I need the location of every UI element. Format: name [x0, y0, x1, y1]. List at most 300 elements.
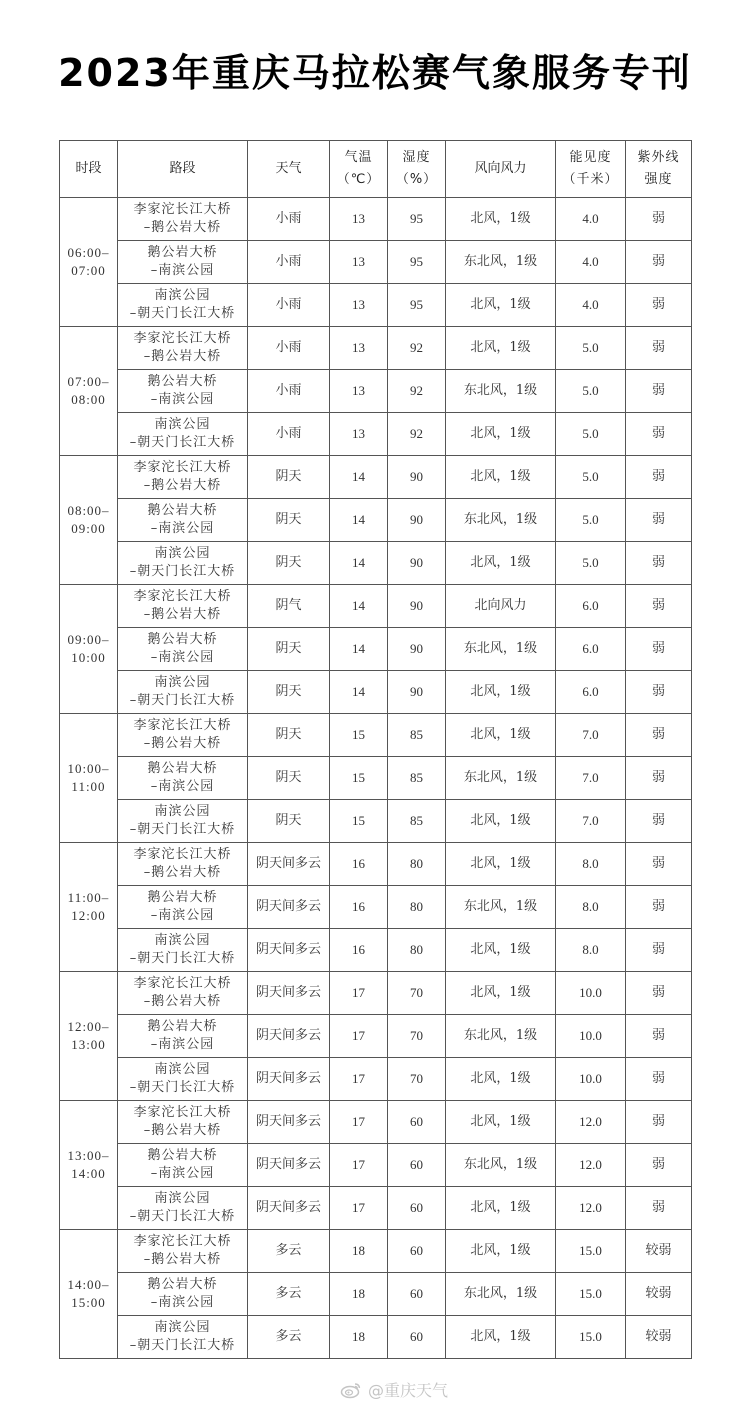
weather-cell: 多云 — [248, 1273, 330, 1316]
humidity-cell: 60 — [388, 1230, 446, 1273]
wind-cell: 东北风，1级 — [446, 1144, 556, 1187]
visibility-cell: 12.0 — [556, 1144, 626, 1187]
period-end: 13:00 — [71, 1037, 106, 1052]
table-row — [60, 1230, 692, 1273]
weibo-icon — [340, 1381, 362, 1399]
segment-line1: 南滨公园 — [154, 675, 211, 690]
humidity-cell: 85 — [388, 714, 446, 757]
uv-cell: 弱 — [626, 1015, 692, 1058]
segment-cell — [118, 327, 248, 370]
watermark-text: @重庆天气 — [368, 1381, 449, 1400]
weather-cell: 阴天间多云 — [248, 1101, 330, 1144]
visibility-cell: 8.0 — [556, 843, 626, 886]
period-cell — [60, 585, 118, 714]
segment-line2: –南滨公园 — [150, 521, 215, 536]
weather-cell: 小雨 — [248, 370, 330, 413]
visibility-cell: 8.0 — [556, 929, 626, 972]
wind-cell: 东北风，1级 — [446, 628, 556, 671]
segment-line2: –鹅公岩大桥 — [143, 607, 222, 622]
visibility-cell: 10.0 — [556, 1015, 626, 1058]
segment-line2: –朝天门长江大桥 — [129, 1338, 236, 1353]
segment-line2: –朝天门长江大桥 — [129, 951, 236, 966]
weather-cell: 阴天间多云 — [248, 843, 330, 886]
humidity-cell: 92 — [388, 413, 446, 456]
visibility-cell: 5.0 — [556, 542, 626, 585]
segment-line2: –朝天门长江大桥 — [129, 435, 236, 450]
period-cell — [60, 714, 118, 843]
wind-cell: 东北风，1级 — [446, 499, 556, 542]
wind-cell: 东北风，1级 — [446, 757, 556, 800]
uv-cell: 弱 — [626, 284, 692, 327]
wind-cell: 东北风，1级 — [446, 1273, 556, 1316]
uv-cell: 弱 — [626, 714, 692, 757]
uv-cell: 弱 — [626, 198, 692, 241]
period-start: 11:00– — [67, 890, 110, 905]
weather-cell: 阴天 — [248, 628, 330, 671]
period-cell — [60, 972, 118, 1101]
segment-line1: 鹅公岩大桥 — [147, 632, 218, 647]
segment-cell — [118, 628, 248, 671]
segment-line2: –鹅公岩大桥 — [143, 994, 222, 1009]
weather-cell: 阴天 — [248, 671, 330, 714]
segment-cell — [118, 757, 248, 800]
period-start: 06:00– — [67, 245, 110, 260]
segment-cell — [118, 843, 248, 886]
temperature-cell: 13 — [330, 241, 388, 284]
temperature-cell: 17 — [330, 1058, 388, 1101]
wind-cell: 北风，1级 — [446, 671, 556, 714]
temperature-cell: 13 — [330, 198, 388, 241]
segment-cell — [118, 198, 248, 241]
wind-cell: 北风，1级 — [446, 800, 556, 843]
table-row — [60, 456, 692, 499]
table-row — [60, 843, 692, 886]
weather-cell: 多云 — [248, 1316, 330, 1359]
wind-cell: 北风，1级 — [446, 843, 556, 886]
uv-cell: 弱 — [626, 499, 692, 542]
segment-line2: –鹅公岩大桥 — [143, 1252, 222, 1267]
table-row — [60, 1316, 692, 1359]
segment-line2: –南滨公园 — [150, 908, 215, 923]
wind-cell: 北风，1级 — [446, 972, 556, 1015]
wind-cell: 东北风，1级 — [446, 886, 556, 929]
temperature-cell: 17 — [330, 1187, 388, 1230]
table-row — [60, 1273, 692, 1316]
temperature-cell: 14 — [330, 671, 388, 714]
period-start: 09:00– — [67, 632, 110, 647]
segment-cell — [118, 1316, 248, 1359]
temperature-cell: 16 — [330, 886, 388, 929]
wind-cell: 东北风，1级 — [446, 1015, 556, 1058]
period-cell — [60, 1101, 118, 1230]
table-row — [60, 413, 692, 456]
temperature-cell: 14 — [330, 499, 388, 542]
weather-cell: 小雨 — [248, 198, 330, 241]
uv-cell: 弱 — [626, 1144, 692, 1187]
visibility-cell: 6.0 — [556, 628, 626, 671]
visibility-cell: 5.0 — [556, 456, 626, 499]
period-cell — [60, 456, 118, 585]
table-row — [60, 1058, 692, 1101]
segment-line1: 李家沱长江大桥 — [133, 202, 232, 217]
table-row — [60, 241, 692, 284]
table-row — [60, 585, 692, 628]
uv-cell: 弱 — [626, 800, 692, 843]
segment-line2: –朝天门长江大桥 — [129, 1209, 236, 1224]
segment-line2: –鹅公岩大桥 — [143, 1123, 222, 1138]
weather-cell: 阴天 — [248, 542, 330, 585]
segment-cell — [118, 886, 248, 929]
period-cell — [60, 1230, 118, 1359]
uv-cell: 弱 — [626, 370, 692, 413]
uv-cell: 弱 — [626, 671, 692, 714]
table-row — [60, 671, 692, 714]
humidity-cell: 95 — [388, 241, 446, 284]
period-start: 12:00– — [67, 1019, 110, 1034]
segment-line1: 鹅公岩大桥 — [147, 890, 218, 905]
segment-line2: –南滨公园 — [150, 650, 215, 665]
header-weather: 天气 — [248, 141, 330, 198]
uv-cell: 弱 — [626, 886, 692, 929]
temperature-cell: 13 — [330, 284, 388, 327]
table-row — [60, 198, 692, 241]
weather-cell: 阴天 — [248, 757, 330, 800]
humidity-cell: 80 — [388, 843, 446, 886]
humidity-cell: 90 — [388, 542, 446, 585]
weather-cell: 阴天间多云 — [248, 1144, 330, 1187]
uv-cell: 弱 — [626, 413, 692, 456]
temperature-cell: 18 — [330, 1230, 388, 1273]
segment-line2: –鹅公岩大桥 — [143, 220, 222, 235]
visibility-cell: 5.0 — [556, 499, 626, 542]
period-end: 08:00 — [71, 392, 106, 407]
weather-cell: 阴天间多云 — [248, 1187, 330, 1230]
weibo-watermark — [340, 1378, 448, 1401]
wind-cell: 北风，1级 — [446, 1187, 556, 1230]
wind-cell: 北风，1级 — [446, 714, 556, 757]
uv-cell: 弱 — [626, 241, 692, 284]
table-row — [60, 929, 692, 972]
humidity-cell: 80 — [388, 886, 446, 929]
period-cell — [60, 843, 118, 972]
period-end: 07:00 — [71, 263, 106, 278]
table-row — [60, 757, 692, 800]
table-row — [60, 327, 692, 370]
weather-cell: 阴天 — [248, 499, 330, 542]
visibility-cell: 7.0 — [556, 800, 626, 843]
segment-line2: –南滨公园 — [150, 779, 215, 794]
segment-cell — [118, 1144, 248, 1187]
segment-cell — [118, 284, 248, 327]
weather-cell: 阴天间多云 — [248, 886, 330, 929]
segment-cell — [118, 1230, 248, 1273]
weather-cell: 阴天间多云 — [248, 972, 330, 1015]
header-segment: 路段 — [118, 141, 248, 198]
wind-cell: 北风，1级 — [446, 1058, 556, 1101]
weather-cell: 小雨 — [248, 327, 330, 370]
humidity-cell: 85 — [388, 757, 446, 800]
table-header — [60, 141, 692, 198]
visibility-cell: 4.0 — [556, 198, 626, 241]
segment-line2: –南滨公园 — [150, 392, 215, 407]
segment-line1: 鹅公岩大桥 — [147, 374, 218, 389]
period-end: 14:00 — [71, 1166, 106, 1181]
segment-line1: 南滨公园 — [154, 804, 211, 819]
uv-cell: 弱 — [626, 585, 692, 628]
humidity-cell: 90 — [388, 456, 446, 499]
segment-cell — [118, 585, 248, 628]
segment-line2: –鹅公岩大桥 — [143, 349, 222, 364]
period-start: 07:00– — [67, 374, 110, 389]
segment-line2: –朝天门长江大桥 — [129, 564, 236, 579]
temperature-cell: 15 — [330, 714, 388, 757]
segment-line1: 南滨公园 — [154, 1062, 211, 1077]
humidity-cell: 60 — [388, 1101, 446, 1144]
segment-line1: 鹅公岩大桥 — [147, 1148, 218, 1163]
visibility-cell: 5.0 — [556, 413, 626, 456]
segment-line1: 南滨公园 — [154, 1320, 211, 1335]
segment-line1: 李家沱长江大桥 — [133, 847, 232, 862]
humidity-cell: 70 — [388, 1015, 446, 1058]
period-cell — [60, 327, 118, 456]
temperature-cell: 17 — [330, 972, 388, 1015]
segment-line1: 李家沱长江大桥 — [133, 589, 232, 604]
temperature-cell: 16 — [330, 929, 388, 972]
weather-cell: 阴天 — [248, 714, 330, 757]
uv-cell: 弱 — [626, 1101, 692, 1144]
visibility-cell: 12.0 — [556, 1187, 626, 1230]
table-row — [60, 886, 692, 929]
humidity-cell: 90 — [388, 585, 446, 628]
uv-cell: 弱 — [626, 929, 692, 972]
header-visibility: 能见度 （千米） — [556, 141, 626, 198]
header-uv: 紫外线 强度 — [626, 141, 692, 198]
table-body — [60, 198, 692, 1359]
segment-line1: 南滨公园 — [154, 546, 211, 561]
visibility-cell: 10.0 — [556, 972, 626, 1015]
table-row — [60, 1187, 692, 1230]
segment-line2: –鹅公岩大桥 — [143, 865, 222, 880]
temperature-cell: 14 — [330, 628, 388, 671]
segment-cell — [118, 972, 248, 1015]
uv-cell: 较弱 — [626, 1273, 692, 1316]
segment-line2: –南滨公园 — [150, 263, 215, 278]
temperature-cell: 17 — [330, 1015, 388, 1058]
segment-line2: –朝天门长江大桥 — [129, 693, 236, 708]
weather-cell: 多云 — [248, 1230, 330, 1273]
segment-line1: 李家沱长江大桥 — [133, 331, 232, 346]
segment-cell — [118, 241, 248, 284]
visibility-cell: 12.0 — [556, 1101, 626, 1144]
uv-cell: 较弱 — [626, 1230, 692, 1273]
visibility-cell: 6.0 — [556, 671, 626, 714]
segment-line2: –南滨公园 — [150, 1295, 215, 1310]
wind-cell: 北风，1级 — [446, 542, 556, 585]
segment-line1: 南滨公园 — [154, 933, 211, 948]
segment-line1: 鹅公岩大桥 — [147, 1019, 218, 1034]
segment-line2: –朝天门长江大桥 — [129, 306, 236, 321]
visibility-cell: 4.0 — [556, 241, 626, 284]
segment-line2: –鹅公岩大桥 — [143, 478, 222, 493]
segment-line1: 南滨公园 — [154, 1191, 211, 1206]
humidity-cell: 60 — [388, 1273, 446, 1316]
weather-cell: 阴天间多云 — [248, 1015, 330, 1058]
table-row — [60, 1144, 692, 1187]
visibility-cell: 4.0 — [556, 284, 626, 327]
period-start: 08:00– — [67, 503, 110, 518]
period-end: 12:00 — [71, 908, 106, 923]
visibility-cell: 7.0 — [556, 714, 626, 757]
wind-cell: 北向风力 — [446, 585, 556, 628]
segment-cell — [118, 1058, 248, 1101]
segment-cell — [118, 499, 248, 542]
table-row — [60, 1015, 692, 1058]
segment-line1: 李家沱长江大桥 — [133, 460, 232, 475]
wind-cell: 北风，1级 — [446, 1101, 556, 1144]
humidity-cell: 70 — [388, 972, 446, 1015]
segment-cell — [118, 1187, 248, 1230]
segment-line1: 南滨公园 — [154, 417, 211, 432]
humidity-cell: 90 — [388, 671, 446, 714]
segment-line1: 鹅公岩大桥 — [147, 761, 218, 776]
table-row — [60, 714, 692, 757]
uv-cell: 弱 — [626, 972, 692, 1015]
wind-cell: 北风，1级 — [446, 929, 556, 972]
temperature-cell: 13 — [330, 327, 388, 370]
weather-cell: 小雨 — [248, 413, 330, 456]
humidity-cell: 60 — [388, 1144, 446, 1187]
uv-cell: 弱 — [626, 456, 692, 499]
table-row — [60, 628, 692, 671]
visibility-cell: 5.0 — [556, 327, 626, 370]
wind-cell: 东北风，1级 — [446, 370, 556, 413]
segment-line2: –朝天门长江大桥 — [129, 822, 236, 837]
period-end: 09:00 — [71, 521, 106, 536]
uv-cell: 弱 — [626, 542, 692, 585]
wind-cell: 北风，1级 — [446, 1230, 556, 1273]
visibility-cell: 5.0 — [556, 370, 626, 413]
humidity-cell: 60 — [388, 1316, 446, 1359]
temperature-cell: 13 — [330, 413, 388, 456]
uv-cell: 较弱 — [626, 1316, 692, 1359]
temperature-cell: 17 — [330, 1101, 388, 1144]
visibility-cell: 15.0 — [556, 1230, 626, 1273]
uv-cell: 弱 — [626, 1058, 692, 1101]
humidity-cell: 95 — [388, 198, 446, 241]
humidity-cell: 92 — [388, 370, 446, 413]
humidity-cell: 60 — [388, 1187, 446, 1230]
segment-line1: 李家沱长江大桥 — [133, 976, 232, 991]
table-row — [60, 972, 692, 1015]
segment-cell — [118, 1273, 248, 1316]
uv-cell: 弱 — [626, 1187, 692, 1230]
segment-line2: –南滨公园 — [150, 1166, 215, 1181]
table-row — [60, 800, 692, 843]
visibility-cell: 10.0 — [556, 1058, 626, 1101]
weather-cell: 小雨 — [248, 241, 330, 284]
segment-cell — [118, 1101, 248, 1144]
uv-cell: 弱 — [626, 628, 692, 671]
segment-cell — [118, 929, 248, 972]
humidity-cell: 95 — [388, 284, 446, 327]
segment-cell — [118, 714, 248, 757]
uv-cell: 弱 — [626, 757, 692, 800]
humidity-cell: 90 — [388, 499, 446, 542]
visibility-cell: 15.0 — [556, 1316, 626, 1359]
weather-cell: 阴天间多云 — [248, 929, 330, 972]
segment-cell — [118, 800, 248, 843]
humidity-cell: 80 — [388, 929, 446, 972]
weather-cell: 小雨 — [248, 284, 330, 327]
segment-line1: 李家沱长江大桥 — [133, 718, 232, 733]
humidity-cell: 85 — [388, 800, 446, 843]
forecast-table — [59, 140, 692, 1359]
wind-cell: 东北风，1级 — [446, 241, 556, 284]
temperature-cell: 18 — [330, 1316, 388, 1359]
header-wind: 风向风力 — [446, 141, 556, 198]
weather-cell: 阴气 — [248, 585, 330, 628]
table-row — [60, 1101, 692, 1144]
wind-cell: 北风，1级 — [446, 327, 556, 370]
table-row — [60, 284, 692, 327]
temperature-cell: 17 — [330, 1144, 388, 1187]
period-start: 14:00– — [67, 1277, 110, 1292]
temperature-cell: 18 — [330, 1273, 388, 1316]
segment-line1: 鹅公岩大桥 — [147, 503, 218, 518]
wind-cell: 北风，1级 — [446, 198, 556, 241]
wind-cell: 北风，1级 — [446, 1316, 556, 1359]
period-start: 10:00– — [67, 761, 110, 776]
period-end: 10:00 — [71, 650, 106, 665]
segment-line1: 李家沱长江大桥 — [133, 1105, 232, 1120]
segment-line2: –朝天门长江大桥 — [129, 1080, 236, 1095]
humidity-cell: 70 — [388, 1058, 446, 1101]
temperature-cell: 13 — [330, 370, 388, 413]
visibility-cell: 8.0 — [556, 886, 626, 929]
segment-cell — [118, 1015, 248, 1058]
temperature-cell: 14 — [330, 542, 388, 585]
segment-line1: 鹅公岩大桥 — [147, 245, 218, 260]
segment-line2: –鹅公岩大桥 — [143, 736, 222, 751]
segment-line1: 南滨公园 — [154, 288, 211, 303]
weather-cell: 阴天间多云 — [248, 1058, 330, 1101]
table-row — [60, 499, 692, 542]
header-temperature: 气温 （℃） — [330, 141, 388, 198]
temperature-cell: 14 — [330, 456, 388, 499]
table-row — [60, 370, 692, 413]
period-start: 13:00– — [67, 1148, 110, 1163]
temperature-cell: 14 — [330, 585, 388, 628]
visibility-cell: 6.0 — [556, 585, 626, 628]
table-row — [60, 542, 692, 585]
segment-cell — [118, 370, 248, 413]
segment-line1: 鹅公岩大桥 — [147, 1277, 218, 1292]
header-period: 时段 — [60, 141, 118, 198]
header-humidity: 湿度 （%） — [388, 141, 446, 198]
weather-cell: 阴天 — [248, 456, 330, 499]
segment-cell — [118, 671, 248, 714]
temperature-cell: 15 — [330, 800, 388, 843]
segment-cell — [118, 456, 248, 499]
visibility-cell: 7.0 — [556, 757, 626, 800]
period-cell — [60, 198, 118, 327]
segment-cell — [118, 542, 248, 585]
segment-cell — [118, 413, 248, 456]
temperature-cell: 16 — [330, 843, 388, 886]
segment-line1: 李家沱长江大桥 — [133, 1234, 232, 1249]
visibility-cell: 15.0 — [556, 1273, 626, 1316]
wind-cell: 北风，1级 — [446, 284, 556, 327]
